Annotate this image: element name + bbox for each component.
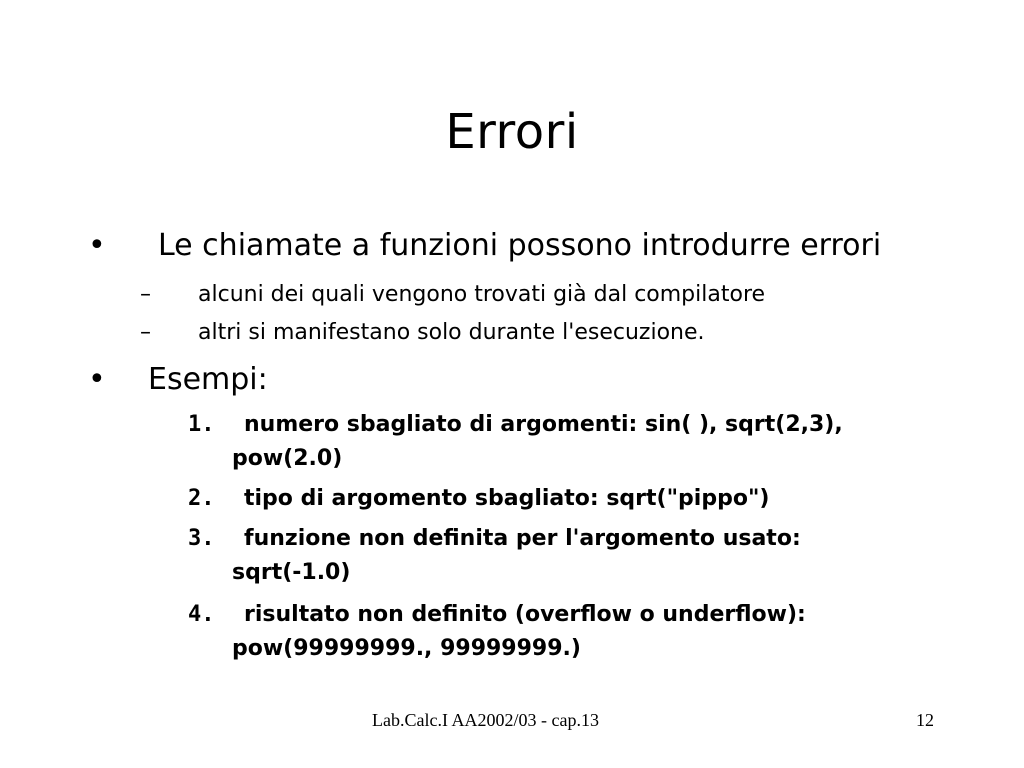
example-item-4 — [188, 598, 968, 666]
example-item-1-line2: pow(2.0) — [232, 446, 343, 471]
sub-bullet-1-text: alcuni dei quali vengono trovati già dal compilatore — [198, 282, 766, 307]
example-item-1-number: 1. — [188, 412, 215, 437]
bullet-2 — [88, 360, 488, 400]
sub-bullet-1-glyph: – — [140, 282, 151, 307]
bullet-2-text: Esempi: — [148, 362, 268, 397]
bullet-1 — [88, 226, 948, 266]
example-item-3-number: 3. — [188, 526, 215, 551]
example-item-1-line1: numero sbagliato di argomenti: sin( ), sqrt(2,3), — [244, 412, 843, 437]
footer-course-label: Lab.Calc.I AA2002/03 - cap.13 — [372, 710, 599, 730]
example-item-3-line2: sqrt(-1.0) — [232, 560, 351, 585]
bullet-2-glyph: • — [88, 362, 106, 397]
example-item-4-line2: pow(99999999., 99999999.) — [232, 636, 581, 661]
footer-page-number: 12 — [916, 710, 934, 730]
example-item-4-number: 4. — [188, 602, 215, 627]
example-item-2-number: 2. — [188, 486, 215, 511]
example-item-4-line1: risultato non definito (overflow o underflow): — [244, 602, 806, 627]
sub-bullet-2-text: altri si manifestano solo durante l'esecuzione. — [198, 320, 705, 345]
example-item-3 — [188, 522, 968, 590]
example-item-1 — [188, 408, 968, 476]
bullet-1-text: Le chiamate a funzioni possono introdurre errori — [158, 228, 882, 263]
bullet-1-glyph: • — [88, 228, 106, 263]
example-item-2 — [188, 482, 968, 516]
sub-bullet-1 — [140, 278, 940, 312]
slide-title: Errori — [445, 104, 579, 160]
sub-bullet-2 — [140, 316, 940, 350]
sub-bullet-2-glyph: – — [140, 320, 151, 345]
example-item-2-line1: tipo di argomento sbagliato: sqrt("pippo") — [244, 486, 770, 511]
example-item-3-line1: funzione non definita per l'argomento usato: — [244, 526, 801, 551]
